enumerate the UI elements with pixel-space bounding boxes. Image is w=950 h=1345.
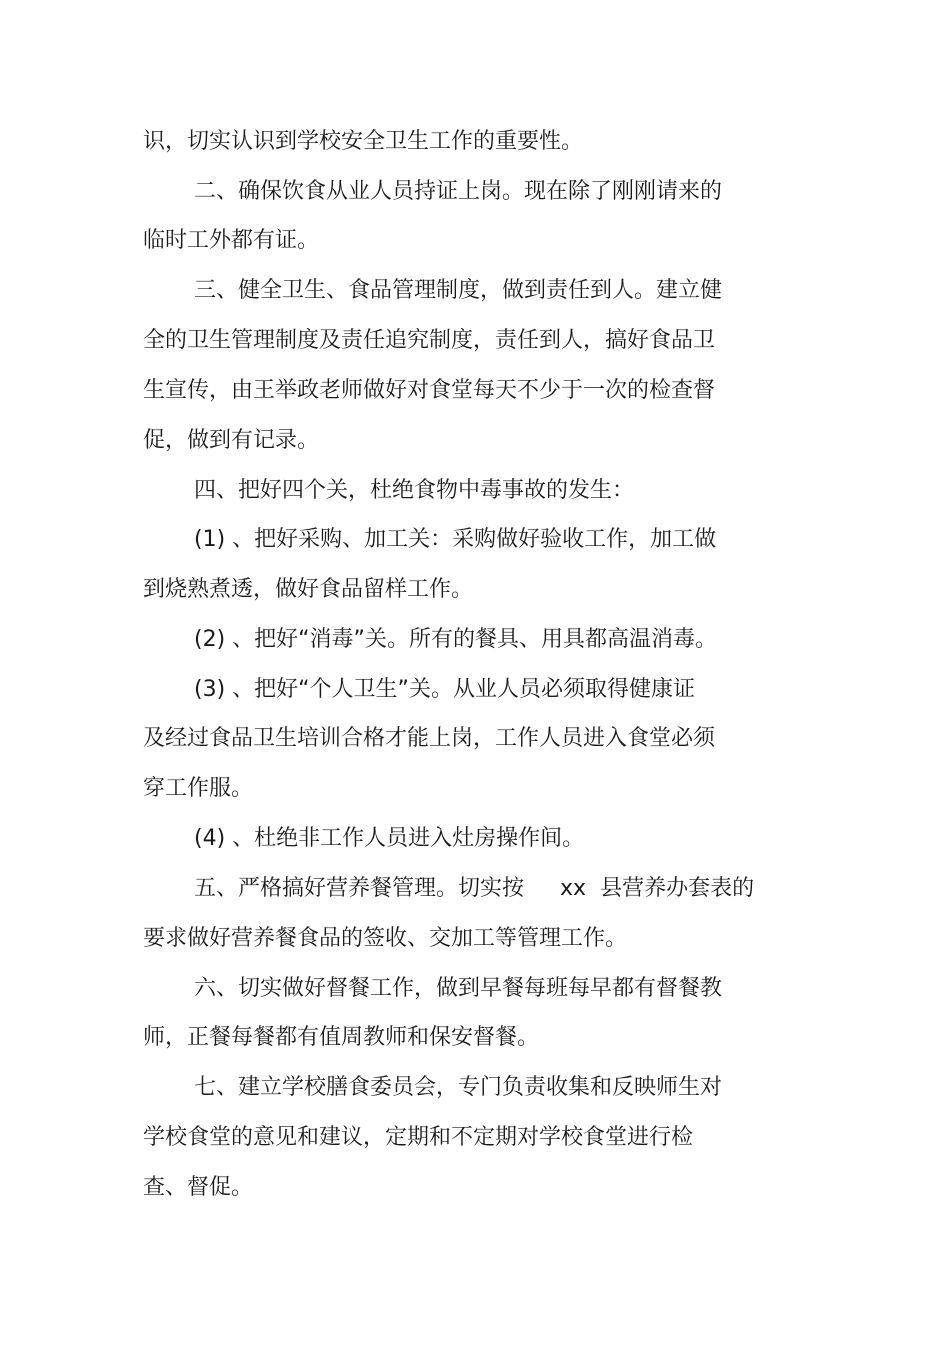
text-line: 查、督促。 — [143, 1175, 254, 1200]
text-line: 生宣传，由王举政老师做好对食堂每天不少于一次的检查督 — [143, 378, 716, 403]
text-line: 穿工作服。 — [143, 776, 254, 801]
text-line: 六、切实做好督餐工作，做到早餐每班每早都有督餐教 — [194, 976, 723, 1001]
text-line: 促，做到有记录。 — [143, 428, 320, 453]
text-line: (2) 、把好“消毒”关。所有的餐具、用具都高温消毒。 — [194, 627, 717, 652]
text-line: 识，切实认识到学校安全卫生工作的重要性。 — [143, 129, 584, 154]
text-line: 四、把好四个关，杜绝食物中毒事故的发生： — [194, 478, 635, 503]
text-line — [194, 864, 754, 914]
text-line: 临时工外都有证。 — [143, 228, 320, 253]
text-line: (3) 、把好“个人卫生”关。从业人员必须取得健康证 — [194, 677, 695, 702]
text-segment: xx — [560, 876, 587, 901]
text-line: 学校食堂的意见和建议，定期和不定期对学校食堂进行检 — [143, 1125, 694, 1150]
text-line: 全的卫生管理制度及责任追究制度，责任到人，搞好食品卫 — [143, 328, 716, 353]
text-line: 三、健全卫生、食品管理制度，做到责任到人。建立健 — [194, 278, 723, 303]
text-line: 师，正餐每餐都有值周教师和保安督餐。 — [143, 1025, 540, 1050]
text-line: (1) 、把好采购、加工关：采购做好验收工作，加工做 — [194, 527, 717, 552]
text-segment: 县营养办套表的 — [600, 876, 755, 901]
text-line: (4) 、杜绝非工作人员进入灶房操作间。 — [194, 826, 585, 851]
text-segment: 五、严格搞好营养餐管理。切实按 — [194, 876, 525, 901]
text-line: 要求做好营养餐食品的签收、交加工等管理工作。 — [143, 926, 628, 951]
text-line: 及经过食品卫生培训合格才能上岗，工作人员进入食堂必须 — [143, 726, 716, 751]
text-line: 七、建立学校膳食委员会，专门负责收集和反映师生对 — [194, 1075, 723, 1100]
text-line: 二、确保饮食从业人员持证上岗。现在除了刚刚请来的 — [194, 179, 723, 204]
text-line: 到烧熟煮透，做好食品留样工作。 — [143, 577, 474, 602]
